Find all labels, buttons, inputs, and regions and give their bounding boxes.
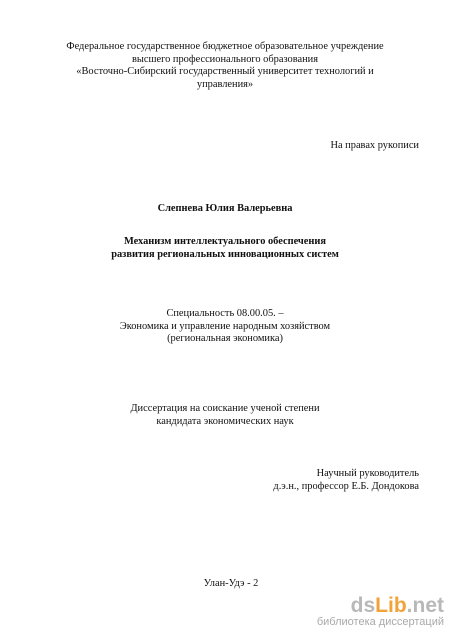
place-year-block — [0, 578, 450, 591]
logo-net: .net — [406, 594, 444, 617]
degree-block — [0, 403, 450, 428]
supervisor-line-2: д.э.н., профессор Е.Б. Дондокова — [273, 480, 419, 492]
degree-line-1: Диссертация на соискание ученой степени — [130, 403, 320, 414]
degree-line-2: кандидата экономических наук — [156, 415, 294, 427]
place-year: Улан-Удэ - 2 — [203, 578, 259, 589]
supervisor-block — [273, 468, 419, 493]
title-line-2: развития региональных инновационных систем — [111, 248, 339, 260]
institution-header — [0, 41, 450, 91]
logo-lib: Lib — [375, 594, 407, 617]
manuscript-note-block — [330, 140, 419, 153]
title-line-1: Механизм интеллектуального обеспечения — [123, 236, 327, 247]
supervisor-line-1: Научный руководитель — [316, 468, 419, 479]
specialty-line-2: Экономика и управление народным хозяйством — [119, 320, 331, 332]
logo-ds: ds — [350, 594, 376, 617]
specialty-block — [0, 308, 450, 346]
dslib-logo — [351, 594, 444, 618]
dslib-watermark[interactable] — [316, 594, 444, 630]
institution-line-3: «Восточно-Сибирский государственный университет технологий и — [76, 66, 374, 78]
manuscript-note: На правах рукописи — [330, 140, 419, 151]
dissertation-title — [0, 236, 450, 261]
watermark-subtitle: библиотека диссертаций — [316, 616, 444, 628]
specialty-line-1: Специальность 08.00.05. – — [166, 308, 284, 319]
specialty-line-3: (региональная экономика) — [167, 333, 283, 345]
author-name: Слепнева Юлия Валерьевна — [157, 203, 293, 214]
institution-line-2: высшего профессионального образования — [132, 53, 318, 65]
institution-line-1: Федеральное государственное бюджетное образовательное учреждение — [66, 41, 384, 52]
institution-line-4: управления» — [196, 78, 254, 90]
author-block — [0, 203, 450, 216]
